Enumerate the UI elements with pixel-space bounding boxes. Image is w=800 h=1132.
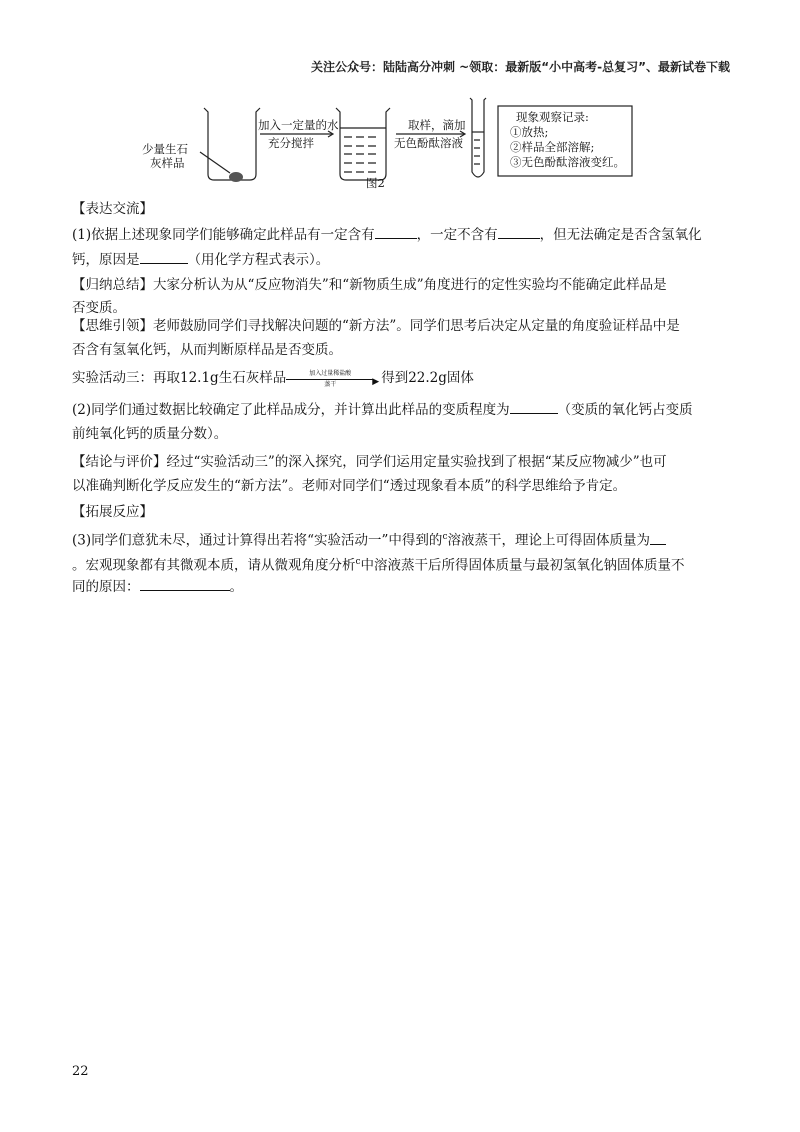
record-item: ②样品全部溶解;	[510, 140, 595, 154]
question-2-line: (2)同学们通过数据比较确定了此样品成分，并计算出此样品的变质程度为 （变质的氧化钙占变质	[72, 402, 693, 418]
question-3-line: (3)同学们意犹未尽，通过计算得出若将“实验活动一”中得到的$^c$溶液蒸干，理论上可得固体质量为	[72, 528, 666, 550]
section-heading: 【表达交流】	[72, 201, 153, 217]
question-3-line: 同的原因： 。	[72, 579, 243, 595]
question-1-line: 钙，原因是 （用化学方程式表示）。	[72, 252, 330, 268]
beaker-2	[336, 108, 390, 180]
answer-blank[interactable]	[498, 226, 540, 239]
step1-label: 加入一定量的水	[258, 118, 339, 132]
question-2-line: 前纯氧化钙的质量分数）。	[72, 426, 228, 442]
page-header: 关注公众号：陆陆高分冲刺 ~领取：最新版“小中高考-总复习”、最新试卷下载	[311, 60, 730, 74]
activity-3-line: 实验活动三：再取12.1g生石灰样品 加入过量稀盐酸 ▶ 蒸干 得到22.2g固体	[72, 369, 474, 388]
summary-text: 否变质。	[72, 300, 126, 316]
guidance-text: 【思维引领】老师鼓励同学们寻找解决问题的“新方法”。同学们思考后决定从定量的角度验证样品中是	[72, 318, 680, 334]
record-item: ①放热;	[510, 125, 549, 139]
step1-label: 充分搅拌	[268, 136, 314, 150]
answer-blank[interactable]	[650, 532, 666, 545]
answer-blank[interactable]	[375, 226, 417, 239]
record-item: ③无色酚酞溶液变红。	[510, 155, 625, 169]
beaker-1	[204, 108, 260, 180]
answer-blank[interactable]	[140, 251, 188, 264]
experiment-figure	[140, 90, 680, 200]
question-3-line: 。宏观现象都有其微观本质，请从微观角度分析$^c$中溶液蒸干后所得固体质量与最初氢氧化钠固体质量不	[72, 557, 685, 574]
figure-caption: 图2	[366, 176, 385, 190]
sample-label: 灰样品	[150, 156, 185, 170]
record-title: 现象观察记录:	[516, 110, 589, 124]
conclusion-text: 【结论与评价】经过“实验活动三”的深入探究，同学们运用定量实验找到了根据“某反应物减少”也可	[72, 454, 667, 470]
step2-label: 无色酚酞溶液	[394, 136, 463, 150]
section-heading: 【拓展反应】	[72, 504, 153, 520]
answer-blank[interactable]	[140, 578, 230, 591]
answer-blank[interactable]	[510, 401, 558, 414]
conclusion-text: 以准确判断化学反应发生的“新方法”。老师对同学们“透过现象看本质”的科学思维给予肯定。	[72, 478, 627, 494]
step2-label: 取样，滴加	[408, 118, 466, 132]
sample-label: 少量生石	[142, 142, 188, 156]
page-number: 22	[72, 1064, 89, 1079]
test-tube	[470, 98, 486, 177]
reaction-arrow: 加入过量稀盐酸 ▶ 蒸干	[286, 370, 381, 388]
summary-text: 【归纳总结】大家分析认为从“反应物消失”和“新物质生成”角度进行的定性实验均不能确定此样品是	[72, 277, 667, 293]
question-1-line: (1)依据上述现象同学们能够确定此样品有一定含有 ，一定不含有 ，但无法确定是否含氢氧化	[72, 227, 702, 243]
guidance-text: 否含有氢氧化钙，从而判断原样品是否变质。	[72, 342, 342, 358]
